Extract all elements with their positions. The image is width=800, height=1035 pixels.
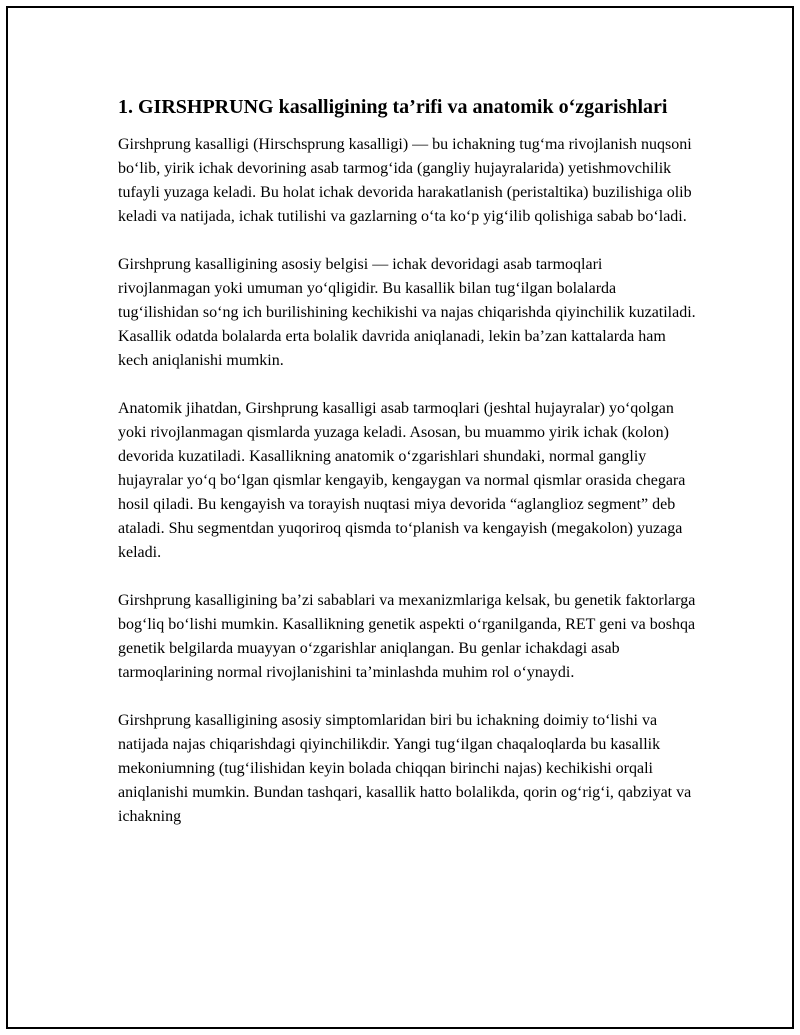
paragraph-symptoms: Girshprung kasalligining asosiy simptomlaridan biri bu ichakning doimiy to‘lishi va natijada najas chiqarishdagi qiyinchilikdir. Yangi tug‘ilgan chaqaloqlarda bu kasallik mekoniumning (tug‘ilishidan keyin bolada chiqqan birinchi najas) kechikishi orqali aniqlanishi mumkin. Bundan tashqari, kasallik hatto bolalikda, qorin og‘rig‘i, qabziyat va ichakning: [118, 712, 692, 825]
section-heading: 1. GIRSHPRUNG kasalligining ta’rifi va anatomik o‘zgarishlari: [118, 96, 668, 118]
paragraph-definition: Girshprung kasalligi (Hirschsprung kasalligi) — bu ichakning tug‘ma rivojlanish nuqsoni bo‘lib, yirik ichak devorining asab tarmog‘ida (gangliy hujayralarida) yetishmovchilik tufayli yuzaga keladi. Bu holat ichak devorida harakatlanish (peristaltika) buzilishiga olib keladi va natijada, ichak tutilishi va gazlarning o‘ta ko‘p yig‘ilib qolishiga sabab bo‘ladi.: [118, 136, 692, 225]
paragraph-anatomy: Anatomik jihatdan, Girshprung kasalligi asab tarmoqlari (jeshtal hujayralar) yo‘qolgan yoki rivojlanmagan qismlarda yuzaga keladi. Asosan, bu muammo yirik ichak (kolon) devorida kuzatiladi. Kasallikning anatomik o‘zgarishlari shundaki, normal gangliy hujayralar yo‘q bo‘lgan qismlar kengayib, kengaygan va normal qismlar orasida chegara hosil qiladi. Bu kengayish va torayish nuqtasi miya devorida “aglanglioz segment” deb ataladi. Shu segmentdan yuqoriroq qismda to‘planish va kengayish (megakolon) yuzaga keladi.: [118, 400, 686, 561]
document-body: [118, 94, 696, 853]
paragraph-main-sign: Girshprung kasalligining asosiy belgisi — ichak devoridagi asab tarmoqlari rivojlanmagan yoki umuman yo‘qligidir. Bu kasallik bilan tug‘ilgan bolalarda tug‘ilishidan so‘ng ich burilishining kechikishi va najas chiqarishda qiyinchilik kuzatiladi. Kasallik odatda bolalarda erta bolalik davrida aniqlanadi, lekin ba’zan kattalarda ham kech aniqlanishi mumkin.: [118, 256, 696, 369]
paragraph-genetics: Girshprung kasalligining ba’zi sabablari va mexanizmlariga kelsak, bu genetik faktorlarga bog‘liq bo‘lishi mumkin. Kasallikning genetik aspekti o‘rganilganda, RET geni va boshqa genetik belgilarda muayyan o‘zgarishlar aniqlangan. Bu genlar ichakdagi asab tarmoqlarining normal rivojlanishini ta’minlashda muhim rol o‘ynaydi.: [118, 592, 696, 681]
